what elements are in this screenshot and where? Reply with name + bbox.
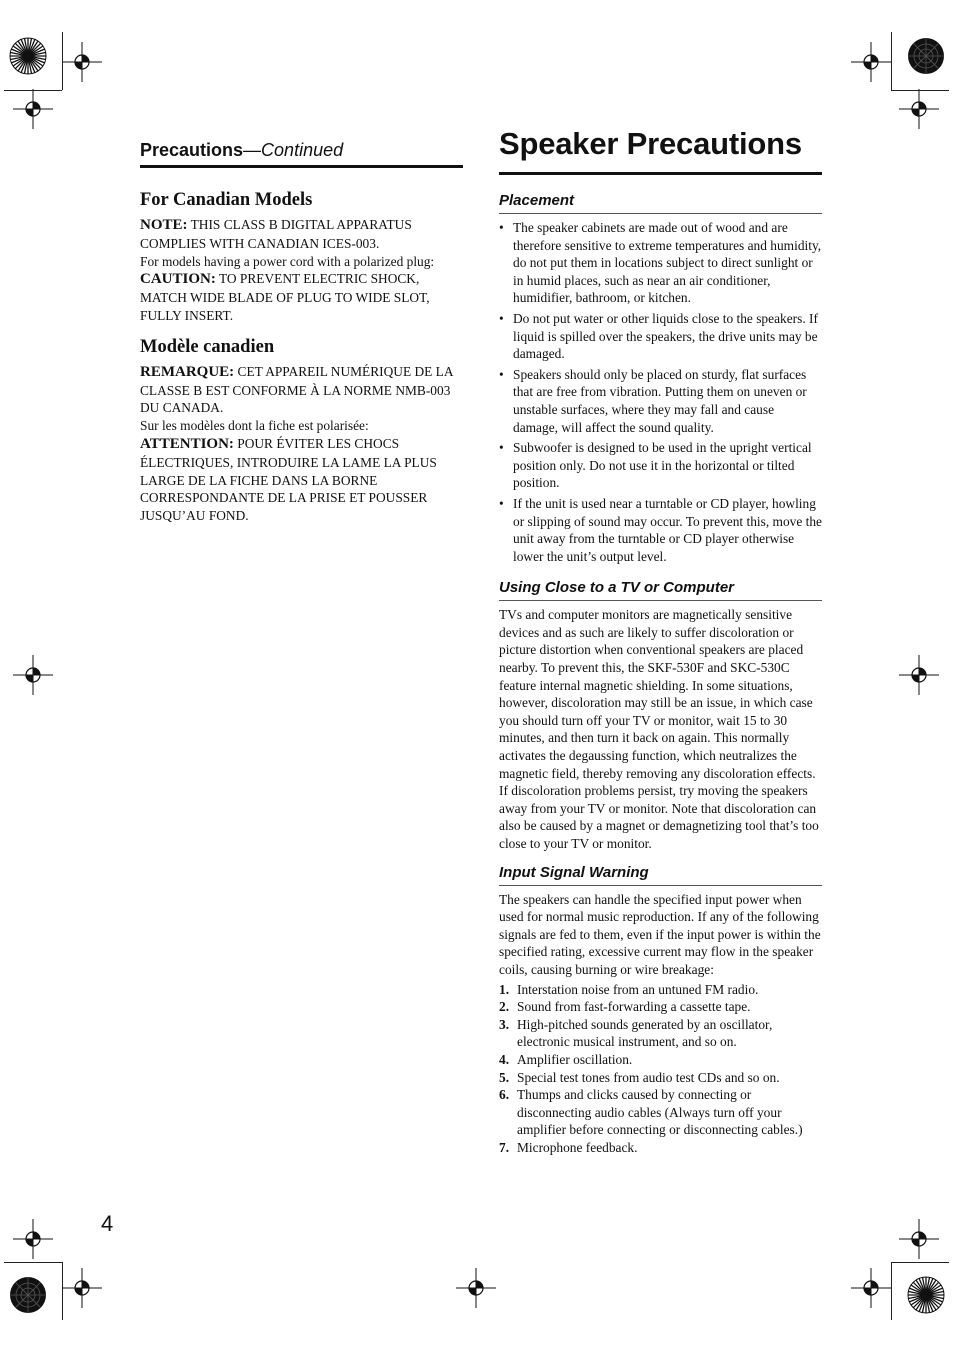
section-heading: Input Signal Warning xyxy=(499,864,822,886)
attention-label: ATTENTION: xyxy=(140,435,234,452)
running-head xyxy=(140,140,463,168)
list-item xyxy=(499,998,822,1016)
section-heading: For Canadian Models xyxy=(140,190,313,210)
plug-line: For models having a power cord with a polarized plug: xyxy=(140,253,435,269)
crosshair-mark-icon xyxy=(851,1268,891,1308)
note-label: NOTE: xyxy=(140,217,188,233)
crosshair-mark-icon xyxy=(13,1219,53,1259)
input-signal-list xyxy=(499,981,822,1157)
list-item: • Subwoofer is designed to be used in the upright vertical position only. Do not use it in the horizontal or tilted position. xyxy=(499,439,822,492)
list-item xyxy=(499,1016,822,1051)
list-number: 5. xyxy=(499,1069,510,1085)
list-text: High-pitched sounds generated by an oscillator, electronic musical instrument, and so on. xyxy=(517,1016,773,1050)
note-text: THIS CLASS B DIGITAL APPARATUS COMPLIES WITH CANADIAN ICES-003. xyxy=(140,217,412,251)
fiche-line: Sur les modèles dont la fiche est polarisée: xyxy=(140,418,369,434)
section-heading: Placement xyxy=(499,192,822,214)
list-text: Thumps and clicks caused by connecting or disconnecting audio cables (Always turn off your amplifier before connecting or disconnecting cables.) xyxy=(517,1087,803,1138)
list-number: 6. xyxy=(499,1087,510,1103)
list-item: • Do not put water or other liquids close to the speakers. If liquid is spilled over the speakers, the drive units may be damaged. xyxy=(499,310,822,363)
input-paragraph: The speakers can handle the specified input power when used for normal music reproduction. If any of the following signals are fed to them, even if the input power is within the specified rating, excessive current may flow in the speaker coils, causing burning or wire breakage: xyxy=(499,891,821,977)
left-column xyxy=(140,140,463,525)
running-head-continued: —Continued xyxy=(243,140,344,160)
running-head-title: Precautions xyxy=(140,140,244,160)
list-item: • If the unit is used near a turntable or CD player, howling or slipping of sound may occur. To prevent this, move the unit away from the turntable or CD player otherwise lower the unit’s output level. xyxy=(499,495,822,565)
list-item xyxy=(499,1069,822,1087)
attention-text: POUR ÉVITER LES CHOCS ÉLECTRIQUES, INTRODUIRE LA LAME LA PLUS LARGE DE LA FICHE DANS LA BORNE CORRESPONDANTE DE LA PRISE ET POUSSER JUSQU’AU FOND. xyxy=(140,435,437,524)
crop-line xyxy=(4,90,62,91)
list-text: Microphone feedback. xyxy=(517,1139,638,1155)
placement-list xyxy=(499,219,822,565)
crosshair-mark-icon xyxy=(13,89,53,129)
page-title: Speaker Precautions xyxy=(499,126,822,175)
attention-paragraph xyxy=(140,435,463,525)
list-item: • The speaker cabinets are made out of wood and are therefore sensitive to extreme temperatures and humidity, do not put them in locations subject to direct sunlight or in humid places, such as near an air conditioner, humidifier, bathroom, or kitchen. xyxy=(499,219,822,307)
list-text: Sound from fast-forwarding a cassette tape. xyxy=(517,999,751,1015)
section-heading: Modèle canadien xyxy=(140,336,275,357)
list-item xyxy=(499,1139,822,1157)
solid-registration-icon xyxy=(8,1275,48,1315)
crosshair-mark-icon xyxy=(13,655,53,695)
crop-line xyxy=(891,90,949,91)
right-column xyxy=(499,126,822,1157)
list-text: Interstation noise from an untuned FM radio. xyxy=(517,981,759,997)
list-number: 1. xyxy=(499,981,510,997)
crop-line xyxy=(891,32,892,90)
input-signal-section xyxy=(499,864,822,1157)
crosshair-mark-icon xyxy=(62,42,102,82)
crosshair-mark-icon xyxy=(62,1268,102,1308)
remarque-label: REMARQUE: xyxy=(140,363,235,380)
modele-canadien-section xyxy=(140,337,463,525)
caution-text: TO PREVENT ELECTRIC SHOCK, MATCH WIDE BLADE OF PLUG TO WIDE SLOT, FULLY INSERT. xyxy=(140,271,430,323)
crop-line xyxy=(891,1262,949,1263)
list-number: 3. xyxy=(499,1016,510,1032)
crosshair-mark-icon xyxy=(851,42,891,82)
crop-line xyxy=(4,1262,62,1263)
list-item xyxy=(499,1086,822,1139)
starburst-registration-icon xyxy=(8,36,48,76)
page-number: 4 xyxy=(101,1211,114,1236)
tv-paragraph: TVs and computer monitors are magnetically sensitive devices and as such are likely to suffer discoloration or picture distortion when conventional speakers are placed nearby. To prevent this, the SKF-530F and SKC-530C feature internal magnetic shielding. In some situations, however, discoloration may still be an issue, in which case you should turn off your TV or monitor, wait 15 to 30 minutes, and then turn it back on again. This normally activates the degaussing function, which neutralizes the magnetic field, thereby removing any discoloration effects. If discoloration problems persist, try moving the speakers away from your TV or monitor. Note that discoloration can also be caused by a magnet or demagnetizing tool that’s too close to your TV or monitor. xyxy=(499,607,819,851)
list-item xyxy=(499,1051,822,1069)
crosshair-mark-icon xyxy=(899,655,939,695)
list-text: Special test tones from audio test CDs and so on. xyxy=(517,1069,780,1085)
crosshair-mark-icon xyxy=(456,1268,496,1308)
starburst-registration-icon xyxy=(906,1275,946,1315)
list-item xyxy=(499,981,822,999)
crosshair-mark-icon xyxy=(899,1219,939,1259)
crop-line xyxy=(891,1262,892,1320)
caution-label: CAUTION: xyxy=(140,271,216,288)
remarque-text: CET APPAREIL NUMÉRIQUE DE LA CLASSE B EST CONFORME À LA NORME NMB-003 DU CANADA. xyxy=(140,363,453,416)
crosshair-mark-icon xyxy=(899,89,939,129)
list-number: 2. xyxy=(499,999,510,1015)
list-item: • Speakers should only be placed on sturdy, flat surfaces that are free from vibration. Putting them on uneven or unstable surfaces, where they may fall and cause damage, will affect the sound quality. xyxy=(499,366,822,436)
crop-line xyxy=(62,32,63,90)
list-number: 4. xyxy=(499,1051,510,1067)
canadian-models-section xyxy=(140,190,463,325)
solid-registration-icon xyxy=(906,36,946,76)
note-paragraph xyxy=(140,216,463,253)
section-heading: Using Close to a TV or Computer xyxy=(499,579,822,601)
list-text: Amplifier oscillation. xyxy=(517,1051,633,1067)
list-number: 7. xyxy=(499,1139,510,1155)
placement-section xyxy=(499,192,822,565)
crop-line xyxy=(62,1262,63,1320)
tv-computer-section xyxy=(499,579,822,852)
remarque-paragraph xyxy=(140,363,463,417)
caution-paragraph xyxy=(140,270,463,324)
